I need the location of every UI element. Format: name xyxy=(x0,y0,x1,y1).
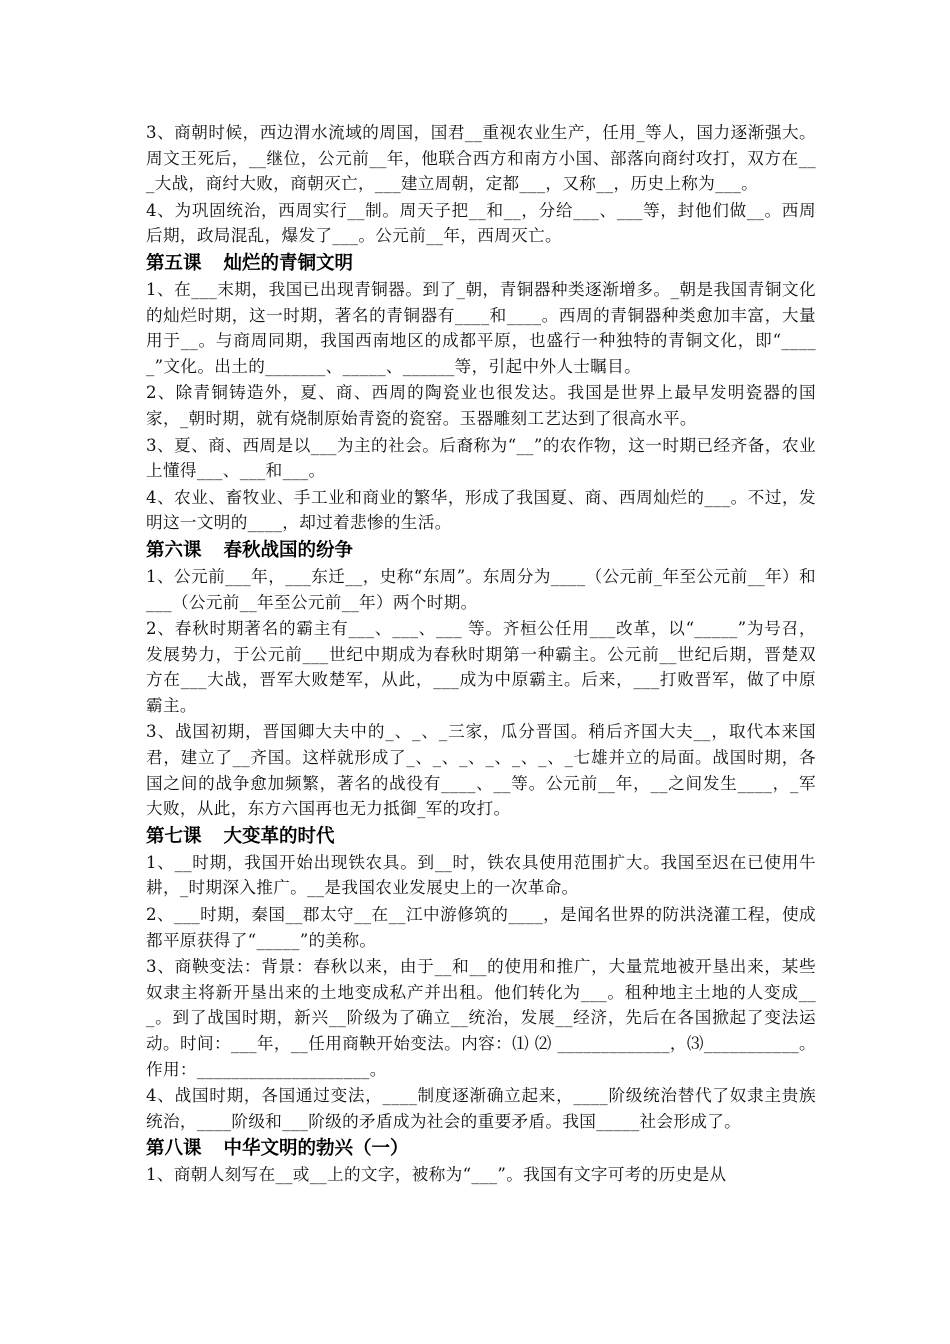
question-paragraph: 3、商朝时候，西边渭水流域的周国，国君__重视农业生产，任用_等人，国力逐渐强大。周文王死后，__继位，公元前__年，他联合西方和南方小国、部落向商纣攻打，双方在___大战，商纣大败，商朝灭亡，___建立周朝，定都___，又称__，历史上称为___。 xyxy=(146,123,816,194)
lesson-title: 大变革的时代 xyxy=(223,825,335,847)
lesson-number: 第六课 xyxy=(146,539,202,561)
lesson-title: 中华文明的勃兴（一） xyxy=(223,1138,409,1160)
question-paragraph: 1、公元前___年，___东迁__，史称“东周”。东周分为____（公元前_年至公元前__年）和___（公元前__年至公元前__年）两个时期。 xyxy=(146,566,816,612)
question-paragraph: 2、除青铜铸造外，夏、商、西周的陶瓷业也很发达。我国是世界上最早发明瓷器的国家，_朝时期，就有烧制原始青瓷的瓷窑。玉器雕刻工艺达到了很高水平。 xyxy=(146,383,816,428)
question-paragraph: 4、为巩固统治，西周实行__制。周天子把__和__，分给___、___等，封他们做__。西周后期，政局混乱，爆发了___。公元前__年，西周灭亡。 xyxy=(146,200,816,246)
question-paragraph: 3、商鞅变法：背景：春秋以来，由于__和__的使用和推广，大量荒地被开垦出来，某些奴隶主将新开垦出来的土地变成私产并出租。他们转化为___。租种地主土地的人变成___。到了战国时期，新兴__阶级为了确立__统治，发展__经济，先后在各国掀起了变法运动。时间：___年，__任用商鞅开始变法。内容：⑴ ⑵ _____________，⑶___________。作用：____________________。 xyxy=(146,957,816,1079)
question-paragraph: 3、夏、商、西周是以___为主的社会。后裔称为“__”的农作物，这一时期已经齐备，农业上懂得___、___和___。 xyxy=(146,435,816,481)
lesson-number: 第七课 xyxy=(146,825,202,847)
lesson-heading xyxy=(146,1137,816,1161)
question-paragraph: 2、___时期，秦国__郡太守__在__江中游修筑的____，是闻名世界的防洪浇灌工程，使成都平原获得了“_____”的美称。 xyxy=(146,905,816,950)
lesson-number: 第八课 xyxy=(146,1138,202,1160)
question-paragraph: 2、春秋时期著名的霸主有___、___、___ 等。齐桓公任用___改革，以“_____”为号召，发展势力，于公元前___世纪中期成为春秋时期第一种霸主。公元前__世纪后期，晋楚双方在___大战，晋军大败楚军，从此，___成为中原霸主。后来，___打败晋军，做了中原霸主。 xyxy=(146,619,816,715)
question-paragraph: 1、商朝人刻写在__或__上的文字，被称为“___”。我国有文字可考的历史是从 xyxy=(146,1165,727,1185)
question-paragraph: 1、在___末期，我国已出现青铜器。到了_朝，青铜器种类逐渐增多。_朝是我国青铜文化的灿烂时期，这一时期，著名的青铜器有____和____。西周的青铜器种类愈加丰富，大量用于__。与商周同期，我国西南地区的成都平原，也盛行一种独特的青铜文化，即“_____”文化。出土的_______、_____、______等，引起中外人士瞩目。 xyxy=(146,279,816,376)
question-paragraph: 4、农业、畜牧业、手工业和商业的繁华，形成了我国夏、商、西周灿烂的___。不过，发明这一文明的____，却过着悲惨的生活。 xyxy=(146,487,816,533)
lesson-number: 第五课 xyxy=(146,252,202,274)
lesson-heading xyxy=(146,539,816,563)
lesson-heading xyxy=(146,252,816,276)
lesson-heading xyxy=(146,825,816,849)
question-paragraph: 1、__时期，我国开始出现铁农具。到__时，铁农具使用范围扩大。我国至迟在已使用牛耕，_时期深入推广。__是我国农业发展史上的一次革命。 xyxy=(146,852,816,898)
question-paragraph: 4、战国时期，各国通过变法，____制度逐渐确立起来，____阶级统治替代了奴隶主贵族统治，____阶级和___阶级的矛盾成为社会的重要矛盾。我国_____社会形成了。 xyxy=(146,1086,816,1131)
document-page xyxy=(146,120,816,1189)
question-paragraph: 3、战国初期，晋国卿大夫中的_、_、_三家，瓜分晋国。稍后齐国大夫__，取代本来国君，建立了__齐国。这样就形成了_、_、_、_、_、_、_七雄并立的局面。战国时期，各国之间的战争愈加频繁，著名的战役有____、__等。公元前__年，__之间发生____，_军大败，从此，东方六国再也无力抵御_军的攻打。 xyxy=(146,722,816,819)
lesson-title: 春秋战国的纷争 xyxy=(223,539,354,561)
lesson-title: 灿烂的青铜文明 xyxy=(223,252,354,274)
